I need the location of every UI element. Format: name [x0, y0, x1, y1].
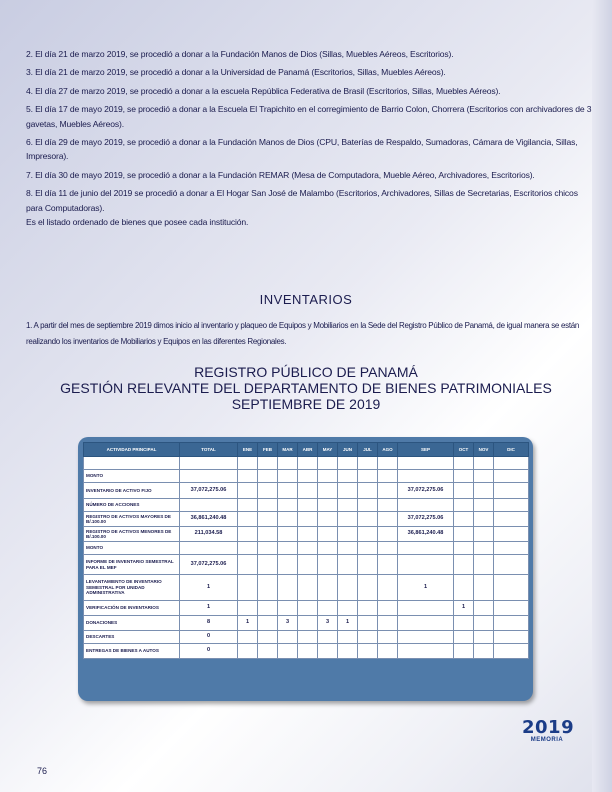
table-cell [454, 512, 474, 527]
table-cell [358, 499, 378, 512]
row-label-cell: DONACIONES [84, 616, 180, 631]
table-cell [398, 499, 454, 512]
table-header-cell: DIC [494, 443, 529, 457]
table-cell [238, 483, 258, 499]
table-cell [474, 575, 494, 601]
table-cell [494, 527, 529, 542]
table-cell [378, 542, 398, 555]
table-row [84, 555, 529, 575]
table-cell [278, 601, 298, 616]
table-cell [338, 457, 358, 470]
table-cell [474, 527, 494, 542]
table-cell [474, 457, 494, 470]
table-cell [238, 527, 258, 542]
row-label-cell: REGISTRO DE ACTIVOS MAYORES DE B/.100.00 [84, 512, 180, 527]
table-cell [398, 542, 454, 555]
table-cell [258, 555, 278, 575]
table-cell [338, 575, 358, 601]
paragraph: 7. El día 30 de mayo 2019, se procedió a donar a la Fundación REMAR (Mesa de Computadora, Mueble Aéreo, Archivadores, Escritorios). [26, 169, 535, 180]
table-cell [258, 527, 278, 542]
table-cell [278, 631, 298, 644]
table-row [84, 644, 529, 659]
table-cell [378, 457, 398, 470]
table-cell [318, 483, 338, 499]
table-cell [338, 631, 358, 644]
table-cell [258, 512, 278, 527]
row-label-cell [84, 457, 180, 470]
table-cell [494, 644, 529, 659]
table-cell [298, 601, 318, 616]
table-row [84, 616, 529, 631]
table-cell [278, 555, 298, 575]
table-cell [358, 644, 378, 659]
table-cell [358, 470, 378, 483]
table-cell [278, 575, 298, 601]
table-row [84, 631, 529, 644]
table-cell [474, 512, 494, 527]
table-cell [398, 631, 454, 644]
table-cell: 1 [398, 575, 454, 601]
inventarios-text: 1. A partir del mes de septiembre 2019 dimos inicio al inventario y plaqueo de Equipos y Mobiliarios en la Sede del Registro Público de Panamá, de igual manera se están realizando los inventarios de Mobiliarios y Equipos en las diferentes Regionales. [26, 321, 580, 346]
table-cell [298, 483, 318, 499]
table-header-cell: MAR [278, 443, 298, 457]
table-cell [474, 499, 494, 512]
table-cell [454, 542, 474, 555]
gestion-table-frame [78, 437, 533, 701]
table-cell [338, 470, 358, 483]
table-header-cell: TOTAL [180, 443, 238, 457]
table-cell [494, 470, 529, 483]
table-cell [454, 644, 474, 659]
row-label-cell: LEVANTAMIENTO DE INVENTARIO SEMESTRAL POR UNIDAD ADMINISTRATIVA [84, 575, 180, 601]
table-cell [358, 457, 378, 470]
table-cell [238, 644, 258, 659]
table-cell [238, 601, 258, 616]
table-cell [378, 616, 398, 631]
table-row [84, 499, 529, 512]
table-cell [238, 542, 258, 555]
row-label-cell: VERIFICACIÓN DE INVENTARIOS [84, 601, 180, 616]
paragraph: 3. El día 21 de marzo 2019, se procedió a donar a la Universidad de Panamá (Escritorios, Sillas, Muebles Aéreos). [26, 67, 446, 78]
table-cell [258, 470, 278, 483]
table-cell [358, 555, 378, 575]
table-cell [180, 499, 238, 512]
donations-list [26, 47, 596, 233]
table-cell [378, 631, 398, 644]
table-cell [258, 601, 278, 616]
table-cell [238, 555, 258, 575]
table-cell [318, 631, 338, 644]
table-row [84, 575, 529, 601]
table-header-row [84, 443, 529, 457]
table-cell [398, 601, 454, 616]
table-cell: 1 [338, 616, 358, 631]
table-header-cell: AGO [378, 443, 398, 457]
table-row [84, 470, 529, 483]
table-cell: 37,072,275.06 [180, 555, 238, 575]
table-cell [378, 575, 398, 601]
table-cell [378, 483, 398, 499]
row-label-cell: MONTO [84, 542, 180, 555]
row-label-cell: DESCARTES [84, 631, 180, 644]
table-header-cell: ENE [238, 443, 258, 457]
table-cell [454, 470, 474, 483]
table-cell [318, 644, 338, 659]
table-cell [474, 470, 494, 483]
table-cell: 1 [238, 616, 258, 631]
paragraph: 2. El día 21 de marzo 2019, se procedió a donar a la Fundación Manos de Dios (Sillas, Muebles Aéreos, Escritorios). [26, 49, 454, 59]
paragraph: 4. El día 27 de marzo 2019, se procedió a donar a la escuela República Federativa de Brasil (Escritorios, Sillas, Muebles Aéreos). [26, 85, 501, 96]
row-label-cell: REGISTRO DE ACTIVOS MENORES DE B/.100.00 [84, 527, 180, 542]
table-cell [278, 499, 298, 512]
table-cell: 3 [318, 616, 338, 631]
table-row [84, 601, 529, 616]
table-cell [338, 555, 358, 575]
table-cell [338, 499, 358, 512]
table-cell [358, 631, 378, 644]
table-cell [474, 601, 494, 616]
table-cell [494, 483, 529, 499]
table-cell [378, 555, 398, 575]
table-cell [454, 616, 474, 631]
table-cell [454, 499, 474, 512]
heading-line-1: REGISTRO PÚBLICO DE PANAMÁ [194, 364, 418, 380]
table-cell [298, 457, 318, 470]
table-cell [258, 542, 278, 555]
paragraph: 6. El día 29 de mayo 2019, se procedió a donar a la Fundación Manos de Dios (CPU, Baterías de Respaldo, Sumadoras, Cámara de Vigilancia, Sillas, Impresora). [26, 137, 578, 162]
table-cell [398, 555, 454, 575]
table-header-cell: MAY [318, 443, 338, 457]
table-cell [298, 555, 318, 575]
table-cell: 36,861,240.48 [398, 527, 454, 542]
table-row [84, 483, 529, 499]
page-number: 76 [37, 766, 48, 776]
table-cell [474, 631, 494, 644]
table-cell [258, 483, 278, 499]
table-cell [474, 616, 494, 631]
heading-line-2: GESTIÓN RELEVANTE DEL DEPARTAMENTO DE BIENES PATRIMONIALES [60, 380, 552, 396]
table-cell [378, 470, 398, 483]
table-cell [378, 499, 398, 512]
table-cell [454, 483, 474, 499]
table-cell [180, 457, 238, 470]
table-cell [494, 616, 529, 631]
table-cell [454, 457, 474, 470]
gestion-table [83, 442, 529, 659]
table-header-cell: FEB [258, 443, 278, 457]
table-cell [338, 601, 358, 616]
table-cell [180, 542, 238, 555]
table-cell [238, 575, 258, 601]
table-cell [398, 470, 454, 483]
table-cell: 37,072,275.06 [398, 512, 454, 527]
table-cell [238, 512, 258, 527]
table-cell [378, 644, 398, 659]
table-cell: 37,072,275.06 [180, 483, 238, 499]
table-cell [298, 631, 318, 644]
table-cell [398, 644, 454, 659]
table-header-cell: ACTIVIDAD PRINCIPAL [84, 443, 180, 457]
table-cell [318, 542, 338, 555]
table-cell [180, 470, 238, 483]
table-row [84, 512, 529, 527]
table-cell [278, 644, 298, 659]
table-cell [278, 512, 298, 527]
table-cell [318, 470, 338, 483]
table-cell [494, 601, 529, 616]
table-cell [398, 616, 454, 631]
row-label-cell: INVENTARIO DE ACTIVO FIJO [84, 483, 180, 499]
table-cell [358, 616, 378, 631]
closing-line: Es el listado ordenado de bienes que posee cada institución. [26, 217, 249, 228]
table-row [84, 527, 529, 542]
table-cell [278, 483, 298, 499]
table-cell [398, 457, 454, 470]
table-cell: 1 [454, 601, 474, 616]
table-cell [298, 527, 318, 542]
report-heading [0, 364, 612, 412]
table-cell [238, 457, 258, 470]
table-cell [454, 555, 474, 575]
table-cell [318, 512, 338, 527]
table-cell [378, 512, 398, 527]
table-cell: 0 [180, 631, 238, 644]
heading-line-3: SEPTIEMBRE DE 2019 [231, 396, 381, 412]
row-label-cell: MONTO [84, 470, 180, 483]
table-cell [238, 470, 258, 483]
table-cell [358, 575, 378, 601]
table-cell [494, 555, 529, 575]
inventarios-title: INVENTARIOS [259, 292, 353, 307]
table-cell [454, 631, 474, 644]
table-cell [318, 527, 338, 542]
table-cell [474, 555, 494, 575]
logo-year: 2019 [522, 717, 575, 738]
row-label-cell: ENTREGAS DE BIENES A AUTOS [84, 644, 180, 659]
paragraph: 8. El día 11 de junio del 2019 se procedió a donar a El Hogar San José de Malambo (Escritorios, Archivadores, Sillas de Secretarias, Escritorios chicos para Computadoras). [26, 188, 578, 213]
table-cell [278, 527, 298, 542]
table-cell [338, 483, 358, 499]
table-header-cell: NOV [474, 443, 494, 457]
table-header-cell: OCT [454, 443, 474, 457]
table-cell [474, 644, 494, 659]
table-cell [358, 542, 378, 555]
row-label-cell: INFORME DE INVENTARIO SEMESTRAL PARA EL MEF [84, 555, 180, 575]
table-cell [318, 555, 338, 575]
table-cell [298, 575, 318, 601]
table-row [84, 542, 529, 555]
table-cell: 37,072,275.06 [398, 483, 454, 499]
table-cell [298, 499, 318, 512]
table-cell [298, 616, 318, 631]
table-cell [318, 575, 338, 601]
table-cell [378, 601, 398, 616]
table-cell [494, 457, 529, 470]
table-cell [338, 527, 358, 542]
table-cell [494, 575, 529, 601]
paragraph: 5. El día 17 de mayo 2019, se procedió a donar a la Escuela El Trapichito en el corregimiento de Barrio Colon, Chorrera (Escritorios con archivadores de 3 gavetas, Muebles Aéreos). [26, 104, 592, 129]
table-cell [358, 512, 378, 527]
table-cell [298, 644, 318, 659]
table-cell [494, 499, 529, 512]
row-label-cell: NÚMERO DE ACCIONES [84, 499, 180, 512]
table-cell [338, 644, 358, 659]
table-cell [278, 457, 298, 470]
table-cell [258, 575, 278, 601]
table-cell [258, 499, 278, 512]
table-cell [258, 644, 278, 659]
table-cell [278, 542, 298, 555]
table-cell [238, 631, 258, 644]
table-cell [358, 527, 378, 542]
table-cell: 0 [180, 644, 238, 659]
table-cell [278, 470, 298, 483]
table-header-cell: ABR [298, 443, 318, 457]
table-cell: 3 [278, 616, 298, 631]
table-row [84, 457, 529, 470]
table-cell [474, 542, 494, 555]
table-cell [318, 457, 338, 470]
table-cell [298, 542, 318, 555]
table-cell [474, 483, 494, 499]
table-cell [318, 601, 338, 616]
table-cell [454, 527, 474, 542]
memoria-logo [522, 717, 575, 743]
table-cell [298, 512, 318, 527]
table-header-cell: SEP [398, 443, 454, 457]
logo-label: MEMORIA [530, 737, 564, 743]
table-cell [338, 542, 358, 555]
table-body [84, 457, 529, 659]
table-cell: 211,034.58 [180, 527, 238, 542]
table-cell [494, 631, 529, 644]
table-cell [258, 631, 278, 644]
table-cell: 8 [180, 616, 238, 631]
table-cell: 36,861,240.48 [180, 512, 238, 527]
table-cell [238, 499, 258, 512]
table-cell [258, 457, 278, 470]
table-cell [318, 499, 338, 512]
table-header-cell: JUN [338, 443, 358, 457]
table-cell [494, 512, 529, 527]
table-cell [454, 575, 474, 601]
table-cell: 1 [180, 601, 238, 616]
table-cell: 1 [180, 575, 238, 601]
table-cell [358, 601, 378, 616]
table-header-cell: JUL [358, 443, 378, 457]
table-cell [358, 483, 378, 499]
table-cell [378, 527, 398, 542]
table-cell [338, 512, 358, 527]
table-cell [298, 470, 318, 483]
table-cell [258, 616, 278, 631]
table-cell [494, 542, 529, 555]
